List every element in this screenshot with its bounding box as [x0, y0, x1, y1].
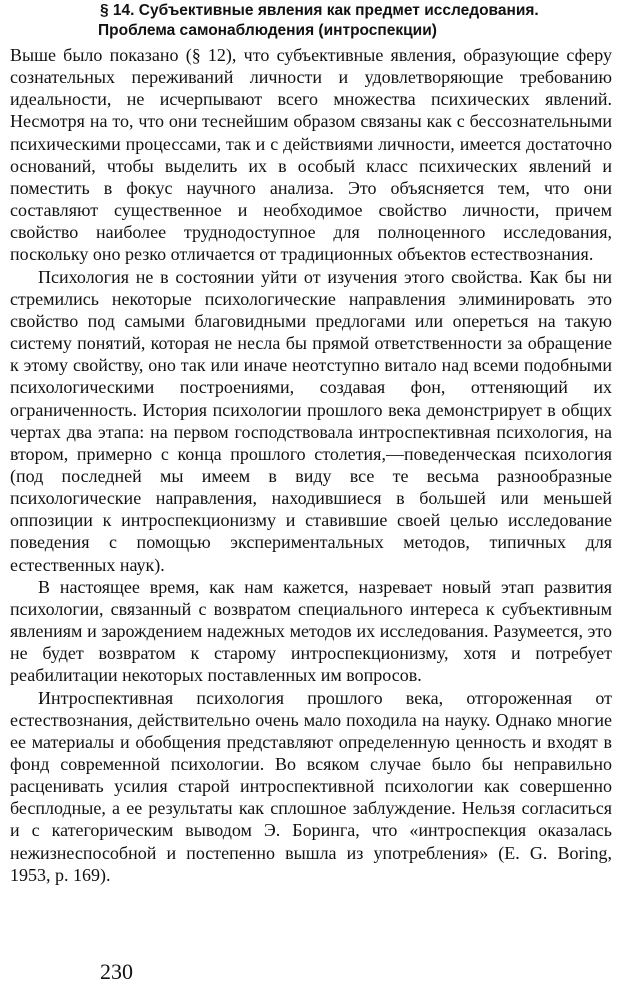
paragraph-2: Психология не в состоянии уйти от изучения этого свойства. Как бы ни стремились некоторые психологические направления элиминировать это свойство под самыми благовидными предлогами или опереться на такую систему понятий, которая не несла бы прямой ответственности за обращение к этому свойству, оно так или иначе неотступно витало над всеми подобными психологическими построениями, создавая фон, оттеняющий их ограниченность. История психологии прошлого века демонстрирует в общих чертах два этапа: на первом господствовала интроспективная психология, на втором, примерно с конца прошлого столетия,—поведенческая психология (под последней мы имеем в виду все те весьма разнообразные психологические направления, находившиеся в большей или меньшей оппозиции к интроспекционизму и ставившие своей целью исследование поведения с помощью экспериментальных методов, типичных для естественных наук).	[10, 266, 612, 575]
paragraph-3: В настоящее время, как нам кажется, назревает новый этап развития психологии, связанный с возвратом специального интереса к субъективным явлениям и зарождением надежных методов их исследования. Разумеется, это не будет возвратом к старому интроспекционизму, хотя и потребует реабилитации некоторых поставленных им вопросов.	[10, 576, 612, 686]
page-number: 230	[100, 959, 133, 984]
section-heading-line-2: Проблема самонаблюдения (интроспекции)	[98, 22, 437, 39]
body-text	[10, 44, 612, 886]
paragraph-4: Интроспективная психология прошлого века, отгороженная от естествознания, действительно очень мало походила на науку. Однако многие ее материалы и обобщения представляют определенную ценность и входят в фонд современной психологии. Во всяком случае было бы неправильно расценивать усилия старой интроспективной психологии как совершенно бесплодные, а ее результаты как сплошное заблуждение. Нельзя согласиться и с категорическим выводом Э. Боринга, что «интроспекция оказалась нежизнеспособной и постепенно вышла из употребления» (E. G. Boring, 1953, p. 169).	[10, 687, 612, 885]
paragraph-1: Выше было показано (§ 12), что субъективные явления, образующие сферу сознательных переживаний личности и удовлетворяющие требованию идеальности, не исчерпывают всего множества психических явлений. Несмотря на то, что они теснейшим образом связаны как с бессознательными психическими процессами, так и с действиями личности, имеется достаточно оснований, чтобы выделить их в особый класс психических явлений и поместить в фокус научного анализа. Это объясняется тем, что они составляют существенное и необходимое свойство личности, причем свойство наиболее труднодоступное для полноценного исследования, поскольку оно резко отличается от традиционных объектов естествознания.	[10, 45, 612, 265]
section-heading-line-1: § 14. Субъективные явления как предмет исследования.	[100, 2, 539, 19]
